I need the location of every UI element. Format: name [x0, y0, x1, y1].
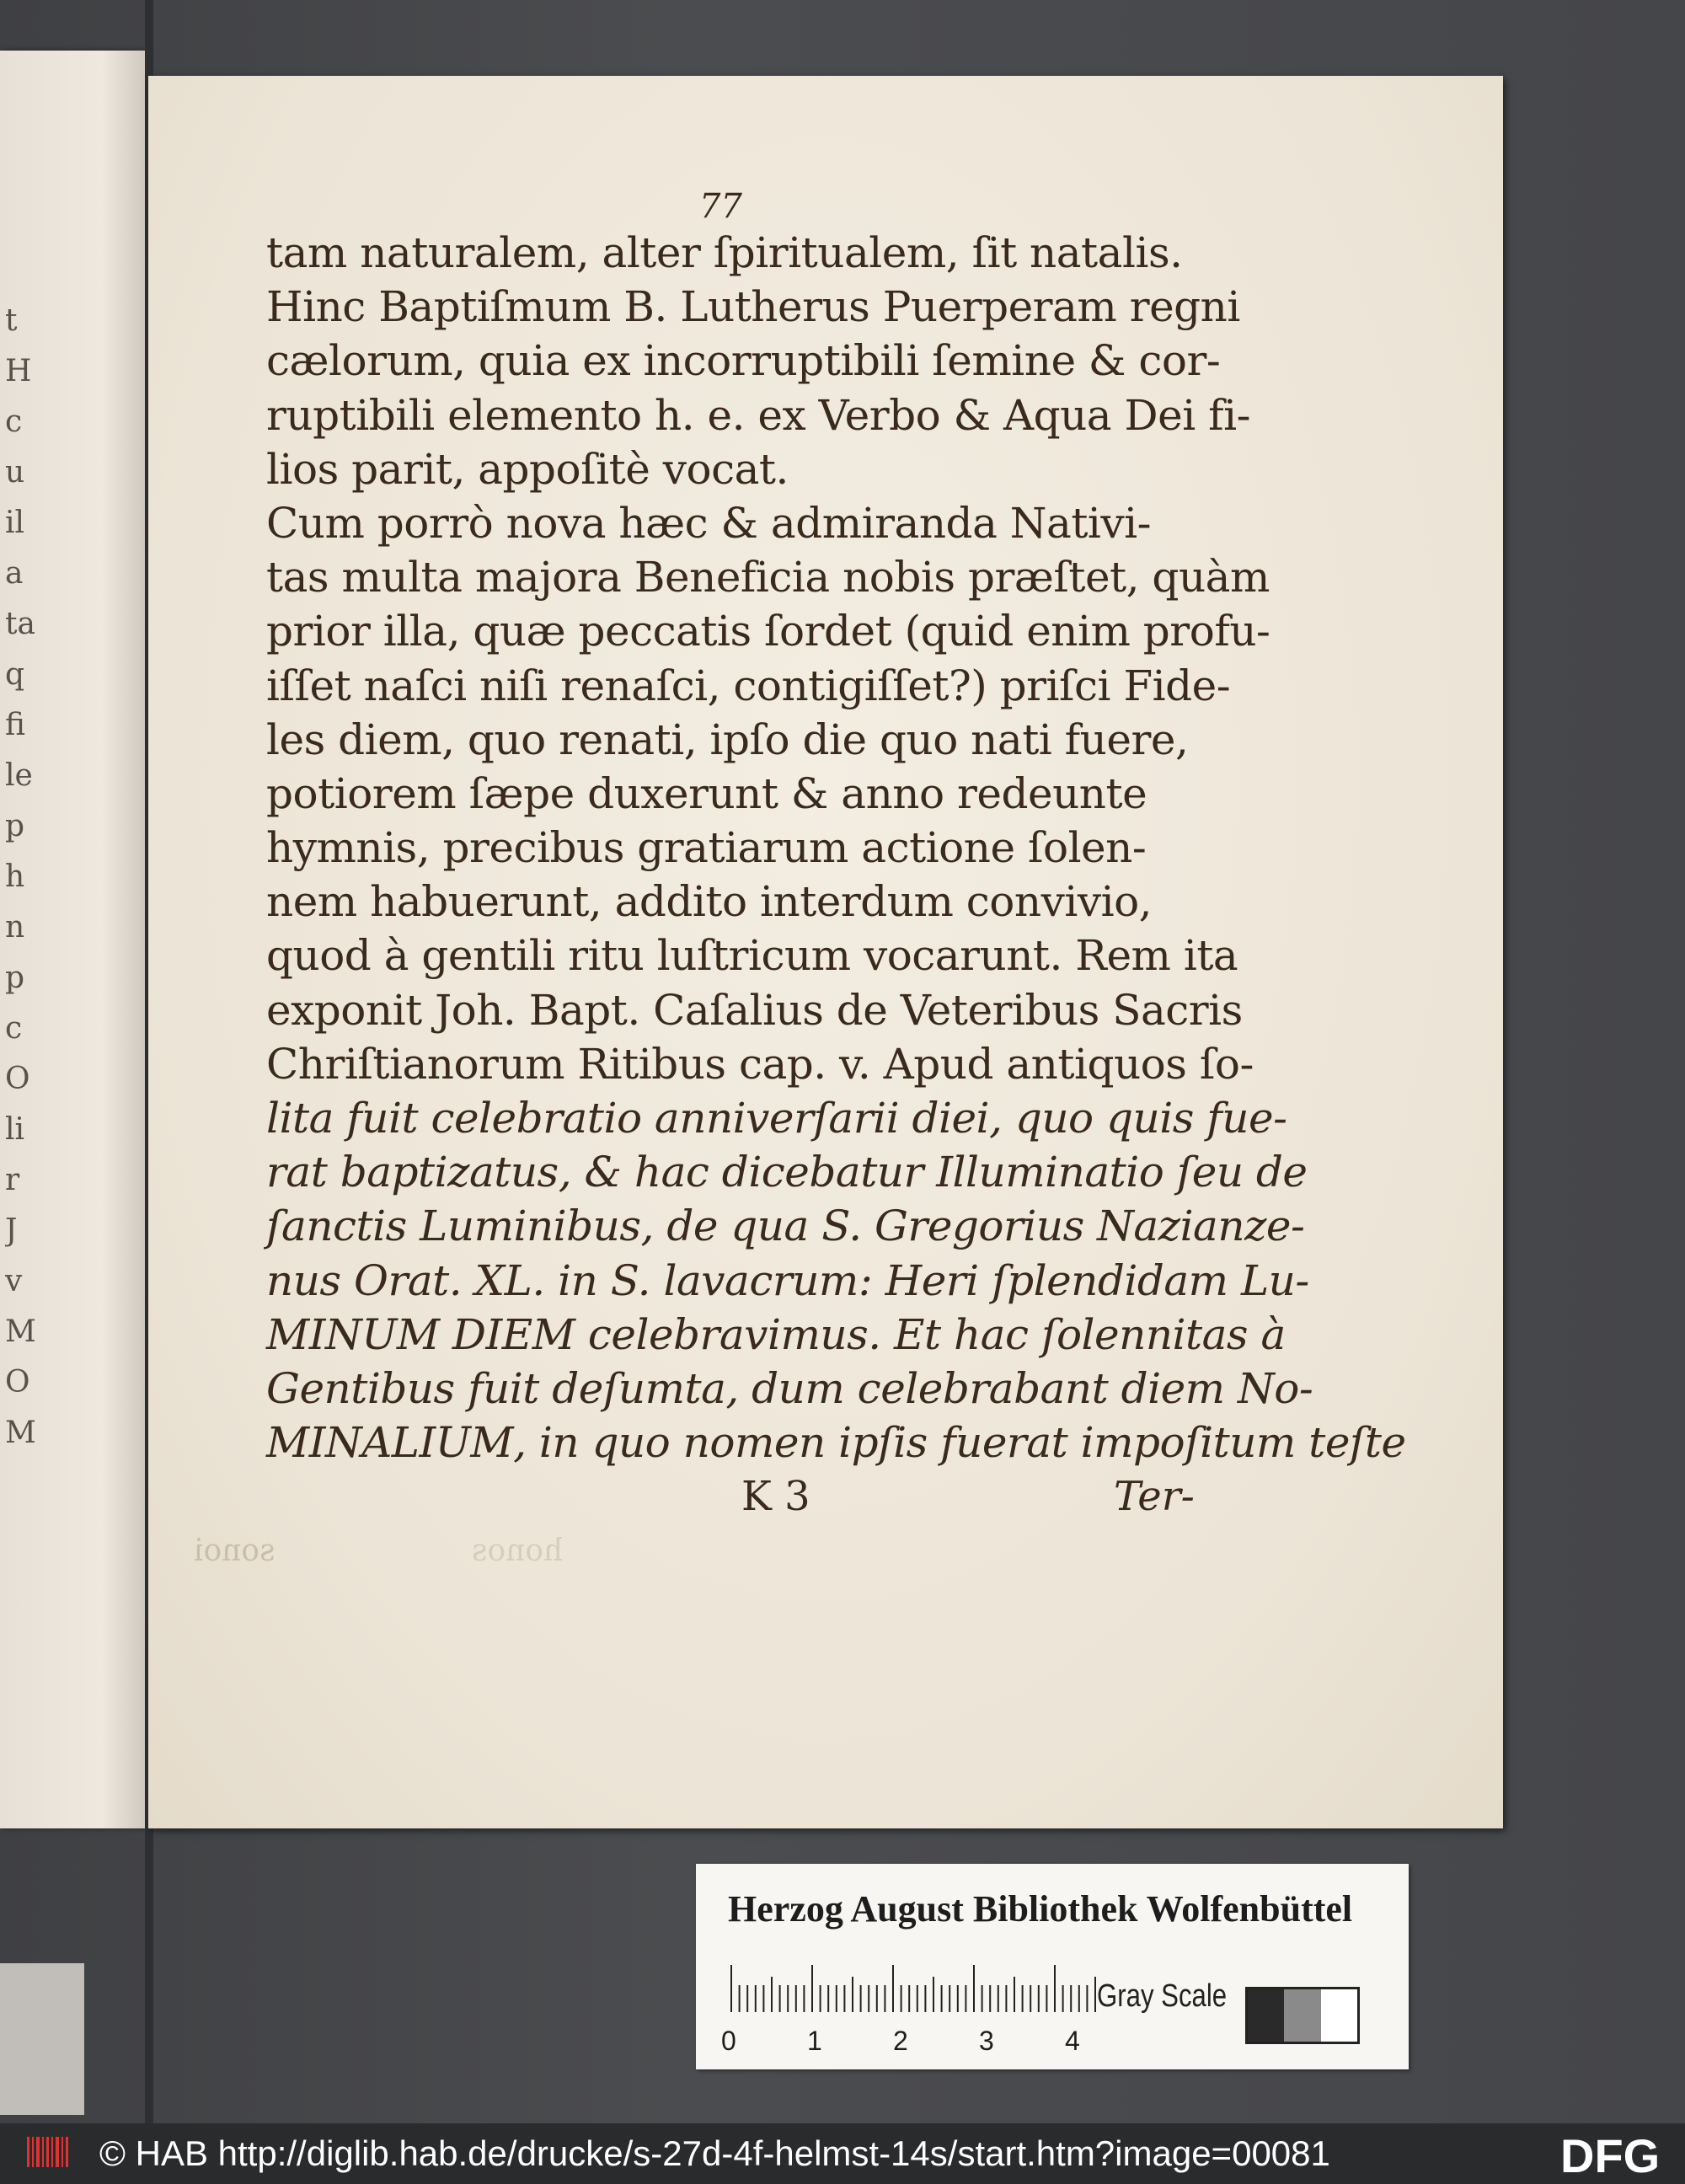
previous-page-letter: t: [5, 303, 18, 338]
library-name: Herzog August Bibliothek Wolfenbüttel: [728, 1888, 1353, 1930]
text-line: Cum porrò nova hæc & admiranda Nativi-: [266, 498, 1152, 548]
text-line: rat baptizatus, & hac dicebatur Illuminatio ſeu de: [266, 1148, 1308, 1197]
previous-page-fragments: [5, 303, 39, 1466]
footer-copyright-link[interactable]: © HAB http://diglib.hab.de/drucke/s-27d-4f-helmst-14s/start.htm?image=00081: [99, 2133, 1330, 2173]
gray-swatch: [1248, 1989, 1284, 2042]
previous-page-letter: fi: [5, 708, 26, 742]
text-line: Hinc Baptiſmum B. Lutherus Puerperam regni: [266, 282, 1240, 332]
text-line: cælorum, quia ex incorruptibili ſemine & cor-: [266, 336, 1221, 386]
text-line: quod à gentili ritu luſtricum vocarunt. Rem ita: [266, 931, 1238, 981]
bleed-through-text: sonoi: [194, 1534, 275, 1568]
previous-page-letter: M: [5, 1416, 36, 1450]
signature-mark: K 3: [741, 1473, 810, 1520]
catchword: Ter-: [1114, 1473, 1195, 1520]
previous-page-letter: r: [5, 1163, 20, 1197]
text-line: les diem, quo renati, ipſo die quo nati fuere,: [266, 715, 1189, 764]
text-line: lita fuit celebratio anniverſarii diei, quo quis fue-: [266, 1094, 1287, 1143]
ruler-number: 4: [1065, 2026, 1080, 2056]
text-line: exponit Joh. Bapt. Caſalius de Veteribus Sacris: [266, 985, 1243, 1035]
text-line: nus Orat. XL. in S. lavacrum: Heri ſplendidam Lu-: [266, 1255, 1309, 1305]
previous-page-letter: c: [5, 1011, 23, 1046]
ruler-number: 1: [807, 2026, 822, 2056]
text-line: ſanctis Luminibus, de qua S. Gregorius Nazianze-: [266, 1202, 1305, 1251]
previous-page-letter: v: [5, 1264, 23, 1298]
previous-page-letter: M: [5, 1314, 36, 1349]
dfg-logo: DFG: [1560, 2129, 1661, 2182]
page-text-body: [266, 226, 1406, 1469]
previous-page-letter: q: [5, 657, 25, 692]
text-line: prior illa, quæ peccatis ſordet (quid enim profu-: [266, 607, 1270, 656]
previous-page-letter: O: [5, 1062, 30, 1096]
gray-swatch: [1284, 1989, 1320, 2042]
text-line: lios parit, appoſitè vocat.: [266, 444, 789, 494]
previous-page-letter: n: [5, 910, 25, 945]
text-line: hymnis, precibus gratiarum actione ſolen-: [266, 823, 1147, 873]
gray-scale-label: Gray Scale: [1097, 1978, 1228, 2014]
previous-page-letter: il: [5, 506, 25, 540]
text-line: MINALIUM, in quo nomen ipſis fuerat impoſitum teſte: [266, 1418, 1406, 1468]
ruler-number: 2: [893, 2026, 908, 2056]
previous-page-edge: [0, 51, 145, 1828]
previous-page-letter: ta: [5, 607, 35, 641]
previous-page-letter: u: [5, 455, 25, 490]
color-target-card: [696, 1864, 1409, 2069]
ruler: [728, 1965, 1115, 2015]
spine-label-strip: [0, 1963, 84, 2115]
gray-swatch: [1321, 1989, 1357, 2042]
previous-page-letter: H: [5, 354, 32, 388]
text-line: nem habuerunt, addito interdum convivio,: [266, 877, 1153, 927]
previous-page-letter: li: [5, 1112, 25, 1147]
barcode-icon: [25, 2132, 72, 2172]
ruler-ticks-icon: [728, 1965, 1115, 2015]
text-line: ruptibili elemento h. e. ex Verbo & Aqua Dei fi-: [266, 390, 1250, 440]
text-line: tam naturalem, alter ſpiritualem, ſit natalis.: [266, 228, 1183, 277]
previous-page-letter: a: [5, 556, 24, 591]
previous-page-letter: h: [5, 859, 25, 894]
text-line: iſſet naſci niſi renaſci, contigiſſet?) priſci Fide-: [266, 661, 1231, 710]
text-line: potiorem ſæpe duxerunt & anno redeunte: [266, 768, 1147, 818]
text-line: Chriſtianorum Ritibus cap. v. Apud antiquos ſo-: [266, 1039, 1254, 1089]
page-number: 77: [699, 187, 742, 226]
previous-page-letter: p: [5, 809, 25, 843]
text-line: Gentibus fuit deſumta, dum celebrabant diem No-: [266, 1363, 1313, 1413]
previous-page-letter: c: [5, 404, 23, 439]
gray-scale-swatches: [1245, 1987, 1360, 2044]
text-line: tas multa majora Beneficia nobis præſtet, quàm: [266, 553, 1270, 602]
previous-page-letter: O: [5, 1365, 30, 1400]
ruler-number: 0: [721, 2026, 736, 2056]
previous-page-letter: le: [5, 758, 33, 793]
bleed-through-text: honos: [472, 1534, 564, 1568]
previous-page-letter: J: [5, 1213, 18, 1248]
ruler-number: 3: [979, 2026, 994, 2056]
previous-page-letter: p: [5, 961, 25, 995]
ruler-numbers: [721, 2026, 1159, 2059]
text-line: MINUM DIEM celebravimus. Et hac ſolennitas à: [266, 1309, 1286, 1359]
